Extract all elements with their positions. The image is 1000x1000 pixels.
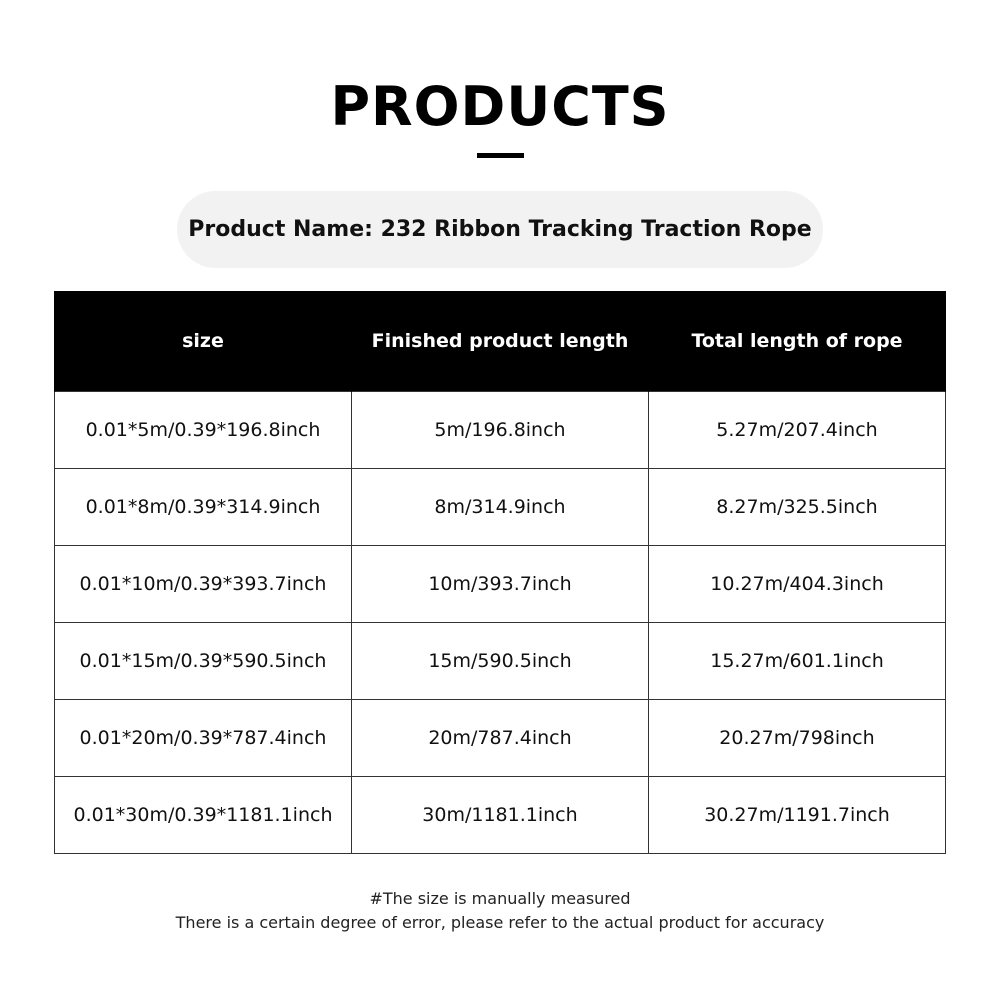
cell-size: 0.01*10m/0.39*393.7inch	[55, 546, 352, 623]
table-header-row	[55, 291, 946, 392]
table-row	[55, 392, 946, 469]
cell-total-length: 10.27m/404.3inch	[649, 546, 946, 623]
cell-finished-length: 15m/590.5inch	[352, 623, 649, 700]
table-row	[55, 546, 946, 623]
header-total-length: Total length of rope	[649, 291, 946, 392]
cell-total-length: 5.27m/207.4inch	[649, 392, 946, 469]
cell-size: 0.01*30m/0.39*1181.1inch	[55, 777, 352, 854]
table-row	[55, 623, 946, 700]
table-row	[55, 469, 946, 546]
cell-size: 0.01*15m/0.39*590.5inch	[55, 623, 352, 700]
cell-size: 0.01*20m/0.39*787.4inch	[55, 700, 352, 777]
table-row	[55, 777, 946, 854]
product-name-text: Product Name: 232 Ribbon Tracking Traction Rope	[188, 217, 812, 242]
product-name-banner	[177, 191, 823, 268]
header-size: size	[55, 291, 352, 392]
cell-finished-length: 20m/787.4inch	[352, 700, 649, 777]
cell-finished-length: 30m/1181.1inch	[352, 777, 649, 854]
accuracy-disclaimer: There is a certain degree of error, please refer to the actual product for accuracy	[175, 913, 825, 932]
spec-table	[54, 291, 946, 854]
cell-size: 0.01*5m/0.39*196.8inch	[55, 392, 352, 469]
header-finished-length: Finished product length	[352, 291, 649, 392]
table-row	[55, 700, 946, 777]
cell-total-length: 8.27m/325.5inch	[649, 469, 946, 546]
cell-total-length: 15.27m/601.1inch	[649, 623, 946, 700]
page-title: PRODUCTS	[330, 75, 670, 138]
cell-total-length: 30.27m/1191.7inch	[649, 777, 946, 854]
cell-total-length: 20.27m/798inch	[649, 700, 946, 777]
title-underline	[477, 153, 524, 158]
cell-size: 0.01*8m/0.39*314.9inch	[55, 469, 352, 546]
cell-finished-length: 8m/314.9inch	[352, 469, 649, 546]
measurement-note: #The size is manually measured	[369, 889, 631, 908]
cell-finished-length: 10m/393.7inch	[352, 546, 649, 623]
cell-finished-length: 5m/196.8inch	[352, 392, 649, 469]
